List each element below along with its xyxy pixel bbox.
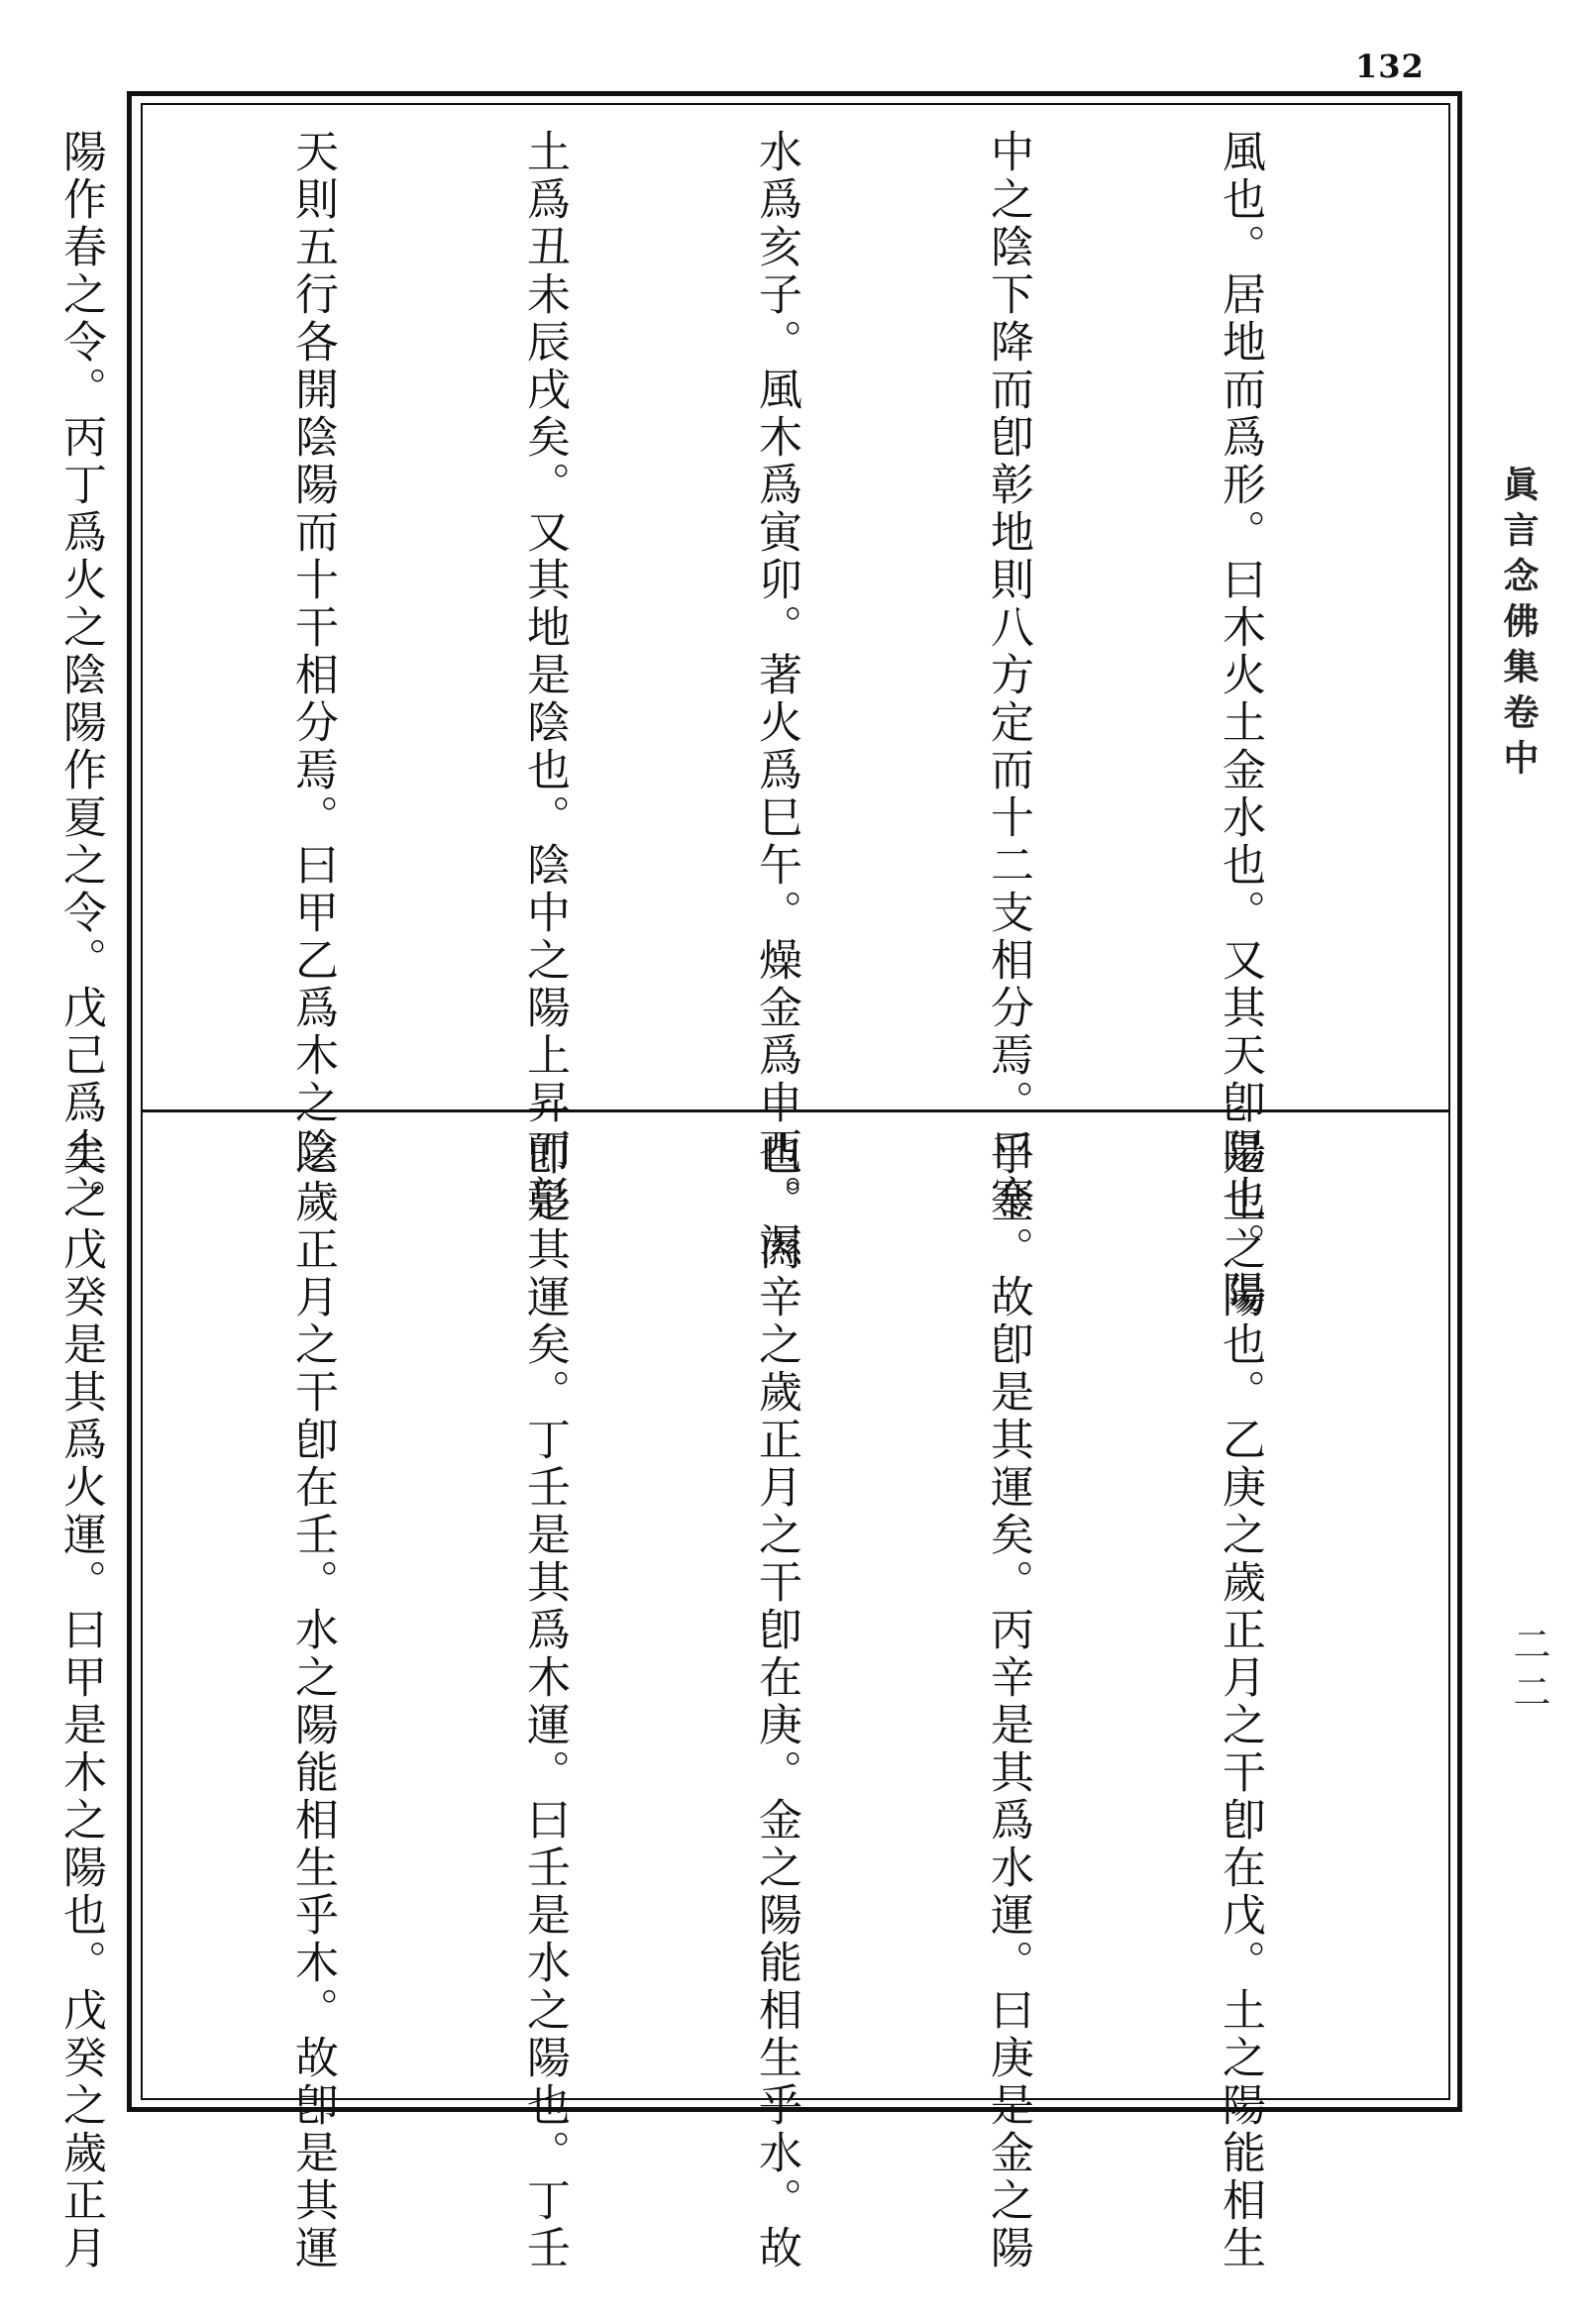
text-column: 中之陰下降而卽彰地則八方定而十二支相分焉。曰寒 <box>983 129 1033 1222</box>
leaf-number: 二二 <box>1507 1625 1550 1720</box>
bottom-text-block <box>55 1131 1433 2272</box>
text-column: 土爲丑未辰戌矣。又其地是陰也。陰中之陽上昇而彰 <box>519 129 570 1222</box>
text-column: 天則五行各開陰陽而十干相分焉。曰甲乙爲木之陰 <box>287 129 338 1175</box>
top-text-block <box>55 129 1433 1318</box>
text-column: 卽是其運矣。丁壬是其爲木運。曰壬是水之陽也。丁壬 <box>519 1131 570 2272</box>
text-column: 風也。居地而爲形。曰木火土金水也。又其天卽陽也。陽 <box>1215 129 1265 1318</box>
text-column: 乎金。故卽是其運矣。丙辛是其爲水運。曰庚是金之陽 <box>983 1131 1033 2272</box>
running-title: 眞言念佛集卷中 <box>1498 466 1540 785</box>
page-number: 132 <box>1355 48 1425 85</box>
text-column: 之歲正月之干卽在壬。水之陽能相生乎木。故卽是其運 <box>287 1131 338 2272</box>
text-column: 水爲亥子。風木爲寅卯。著火爲巳午。燥金爲申酉。濕 <box>751 129 801 1270</box>
text-column: 也。丙辛之歲正月之干卽在庚。金之陽能相生乎水。故 <box>751 1131 801 2272</box>
text-column: 是土之陽也。乙庚之歲正月之干卽在戊。土之陽能相生 <box>1215 1131 1265 2272</box>
text-column: 陽作春之令。丙丁爲火之陰陽作夏之令。戊己爲土之 <box>55 129 106 1222</box>
text-column: 矣。戊癸是其爲火運。曰甲是木之陽也。戊癸之歲正月 <box>55 1131 106 2272</box>
